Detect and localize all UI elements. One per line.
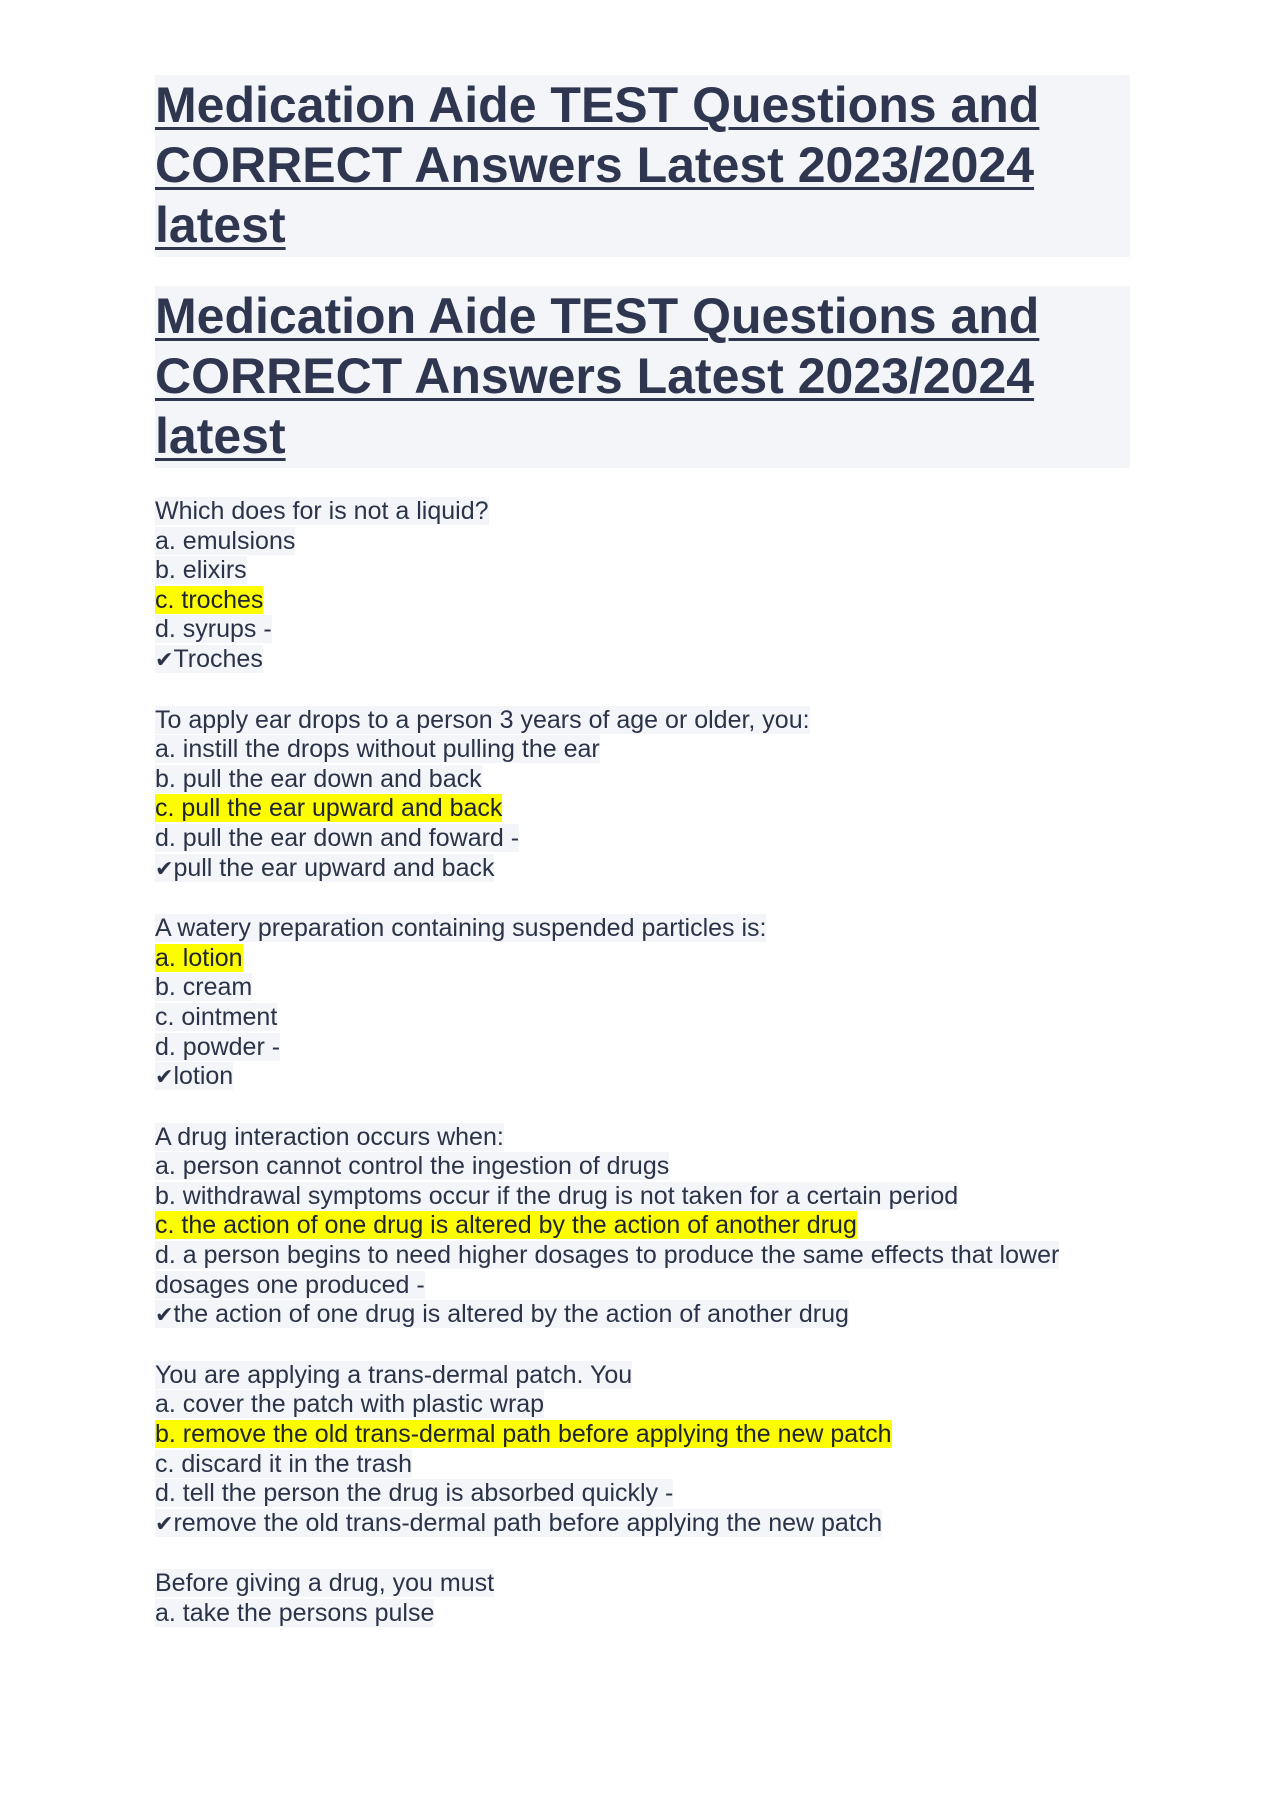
question-block	[155, 1123, 1130, 1331]
question-block	[155, 497, 1130, 676]
answer-option-text: c. the action of one drug is altered by the action of another drug	[155, 1211, 857, 1240]
answer-option-text: a. lotion	[155, 943, 243, 972]
question-prompt-text: Before giving a drug, you must	[155, 1569, 495, 1598]
question-prompt	[155, 1569, 1130, 1599]
question-prompt	[155, 706, 1130, 736]
correct-answer-wrap	[155, 645, 263, 673]
question-block	[155, 706, 1130, 885]
question-block	[155, 1361, 1130, 1540]
answer-option-text: b. remove the old trans-dermal path before applying the new patch	[155, 1420, 892, 1449]
correct-answer-text: lotion	[173, 1062, 234, 1091]
answer-option	[155, 1390, 1130, 1420]
answer-option	[155, 615, 1130, 645]
correct-answer	[155, 854, 1130, 885]
answer-option	[155, 1241, 1115, 1300]
answer-option	[155, 556, 1130, 586]
correct-answer	[155, 1509, 1130, 1540]
answer-option-text: d. tell the person the drug is absorbed quickly -	[155, 1479, 674, 1508]
answer-option-highlighted	[155, 794, 1130, 824]
question-prompt	[155, 497, 1130, 527]
question-prompt-text: A watery preparation containing suspended particles is:	[155, 914, 767, 943]
answer-option-text: b. elixirs	[155, 556, 247, 585]
title-block-1	[155, 75, 1130, 257]
document-page	[155, 75, 1130, 1659]
answer-option	[155, 1033, 1130, 1063]
question-block	[155, 914, 1130, 1093]
answer-option-text: d. powder -	[155, 1032, 281, 1061]
answer-option	[155, 735, 1130, 765]
question-prompt	[155, 1123, 1130, 1153]
answer-option	[155, 765, 1130, 795]
question-prompt	[155, 914, 1130, 944]
question-prompt-text: Which does for is not a liquid?	[155, 497, 489, 525]
answer-option-text: a. emulsions	[155, 526, 296, 555]
answer-option-text: c. troches	[155, 585, 264, 614]
title-block-2	[155, 286, 1130, 468]
answer-option-text: d. syrups -	[155, 615, 272, 644]
checkmark-icon: ✔	[155, 856, 174, 882]
answer-option-text: d. a person begins to need higher dosages to produce the same effects that lower dosages one produced -	[155, 1241, 1060, 1299]
answer-option-text: c. discard it in the trash	[155, 1449, 413, 1478]
document-title: Medication Aide TEST Questions and CORRECT Answers Latest 2023/2024 latest	[155, 77, 1040, 253]
answer-option-text: b. pull the ear down and back	[155, 764, 482, 793]
correct-answer-text: remove the old trans-dermal path before applying the new patch	[173, 1508, 883, 1537]
answer-option-highlighted	[155, 1211, 1130, 1241]
answer-option-text: c. pull the ear upward and back	[155, 794, 503, 823]
checkmark-icon: ✔	[155, 647, 174, 673]
answer-option	[155, 1003, 1130, 1033]
correct-answer-wrap	[155, 1062, 233, 1090]
answer-option	[155, 527, 1130, 557]
answer-option-text: c. ointment	[155, 1002, 278, 1031]
answer-option-text: a. person cannot control the ingestion of drugs	[155, 1152, 670, 1181]
document-title-repeat: Medication Aide TEST Questions and CORRECT Answers Latest 2023/2024 latest	[155, 288, 1040, 464]
answer-option	[155, 1479, 1130, 1509]
answer-option-highlighted	[155, 944, 1130, 974]
correct-answer	[155, 1300, 1130, 1331]
question-prompt-text: To apply ear drops to a person 3 years of age or older, you:	[155, 705, 810, 734]
question-list	[155, 497, 1130, 1629]
answer-option	[155, 1182, 1130, 1212]
answer-option-text: b. withdrawal symptoms occur if the drug is not taken for a certain period	[155, 1181, 959, 1210]
answer-option-text: b. cream	[155, 973, 253, 1002]
answer-option	[155, 1450, 1130, 1480]
answer-option	[155, 1152, 1130, 1182]
answer-option-text: a. take the persons pulse	[155, 1599, 435, 1627]
answer-option-highlighted	[155, 1420, 1130, 1450]
checkmark-icon: ✔	[155, 1511, 174, 1537]
correct-answer-text: pull the ear upward and back	[173, 853, 495, 882]
answer-option-text: a. instill the drops without pulling the ear	[155, 735, 600, 764]
correct-answer-wrap	[155, 1300, 849, 1328]
answer-option	[155, 824, 1130, 854]
correct-answer	[155, 1062, 1130, 1093]
question-prompt-text: A drug interaction occurs when:	[155, 1122, 504, 1151]
answer-option-highlighted	[155, 586, 1130, 616]
question-block	[155, 1569, 1130, 1628]
answer-option-text: a. cover the patch with plastic wrap	[155, 1390, 545, 1419]
question-prompt	[155, 1361, 1130, 1391]
answer-option	[155, 973, 1130, 1003]
correct-answer-wrap	[155, 1509, 882, 1537]
checkmark-icon: ✔	[155, 1065, 174, 1091]
answer-option-text: d. pull the ear down and foward -	[155, 823, 520, 852]
question-prompt-text: You are applying a trans-dermal patch. You	[155, 1360, 633, 1389]
checkmark-icon: ✔	[155, 1303, 174, 1329]
correct-answer-wrap	[155, 854, 494, 882]
correct-answer	[155, 645, 1130, 676]
correct-answer-text: the action of one drug is altered by the action of another drug	[173, 1300, 849, 1329]
answer-option	[155, 1599, 1130, 1629]
correct-answer-text: Troches	[173, 644, 263, 673]
